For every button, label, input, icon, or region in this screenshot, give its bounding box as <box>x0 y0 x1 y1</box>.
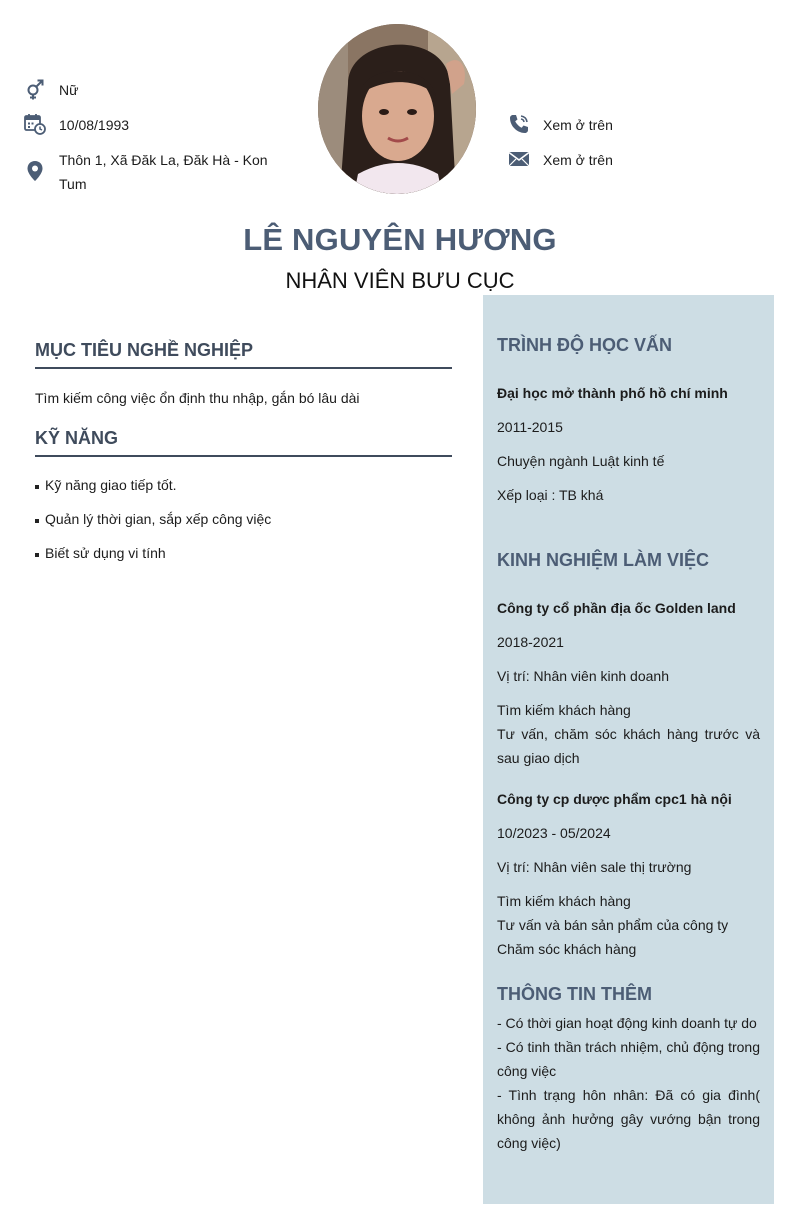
job-position: Vị trí: Nhân viên kinh doanh <box>497 668 669 684</box>
job-period: 2018-2021 <box>497 634 564 650</box>
phone-value: Xem ở trên <box>543 117 613 133</box>
left-column <box>35 340 452 575</box>
education-major: Chuyện ngành Luật kinh tế <box>497 453 665 469</box>
job-period: 10/2023 - 05/2024 <box>497 825 611 841</box>
experience-heading: KINH NGHIỆM LÀM VIỆC <box>497 550 710 570</box>
education-period: 2011-2015 <box>497 419 563 435</box>
job-duty: Tìm kiếm khách hàng <box>497 893 631 909</box>
education-school: Đại học mở thành phố hồ chí minh <box>497 385 728 401</box>
email-row <box>508 148 708 172</box>
education-heading: TRÌNH ĐỘ HỌC VẤN <box>497 335 672 355</box>
candidate-title: NHÂN VIÊN BƯU CỤC <box>285 268 515 293</box>
objective-text: Tìm kiếm công việc ổn định thu nhập, gắn bó lâu dài <box>35 390 360 406</box>
job-company: Công ty cổ phần địa ốc Golden land <box>497 600 736 616</box>
education-grade: Xếp loại : TB khá <box>497 487 604 503</box>
additional-item: - Tình trạng hôn nhân: Đã có gia đình( không ảnh hưởng gây vướng bận trong công việc) <box>497 1087 760 1151</box>
job-duty: Tư vấn và bán sản phẩm của công ty <box>497 917 729 933</box>
gender-icon <box>24 78 46 100</box>
right-sidebar <box>483 295 774 1204</box>
additional-item: - Có thời gian hoạt động kinh doanh tự do <box>497 1015 757 1031</box>
address-row <box>24 148 272 196</box>
job-duty: Tư vấn, chăm sóc khách hàng trước và sau giao dịch <box>497 726 760 766</box>
phone-row <box>508 113 708 137</box>
mail-icon <box>508 148 530 170</box>
birthdate-row <box>24 113 284 137</box>
skills-heading: KỸ NĂNG <box>35 428 452 457</box>
additional-heading: THÔNG TIN THÊM <box>497 984 652 1004</box>
additional-item: - Có tinh thần trách nhiệm, chủ động trong công việc <box>497 1039 760 1079</box>
skill-item: Kỹ năng giao tiếp tốt. <box>35 473 452 497</box>
job-duty: Tìm kiếm khách hàng <box>497 702 631 718</box>
job-duty: Chăm sóc khách hàng <box>497 941 637 957</box>
phone-icon <box>508 113 530 135</box>
email-value: Xem ở trên <box>543 152 613 168</box>
gender-value: Nữ <box>59 82 79 98</box>
candidate-name: LÊ NGUYÊN HƯƠNG <box>243 222 557 257</box>
job-company: Công ty cp dược phẩm cpc1 hà nội <box>497 791 732 807</box>
job-position: Vị trí: Nhân viên sale thị trường <box>497 859 692 875</box>
birthdate-value: 10/08/1993 <box>59 117 130 133</box>
gender-row <box>24 78 284 102</box>
calendar-clock-icon <box>24 113 46 135</box>
avatar <box>318 24 476 194</box>
objective-heading: MỤC TIÊU NGHỀ NGHIỆP <box>35 340 452 369</box>
address-value: Thôn 1, Xã Đăk La, Đăk Hà - Kon Tum <box>59 152 268 192</box>
skill-item: Biết sử dụng vi tính <box>35 541 452 565</box>
skills-list <box>35 473 452 565</box>
skill-item: Quản lý thời gian, sắp xếp công việc <box>35 507 452 531</box>
location-pin-icon <box>24 160 46 182</box>
